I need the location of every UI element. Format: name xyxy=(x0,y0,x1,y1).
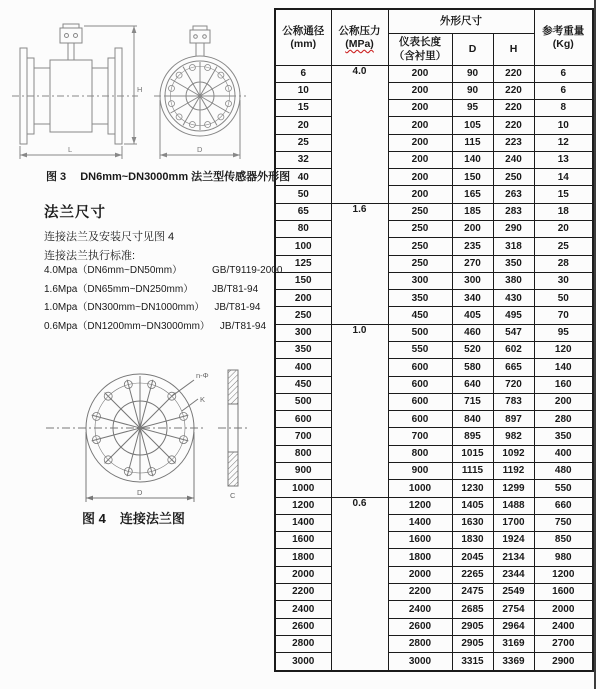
cell-weight: 2400 xyxy=(534,618,593,635)
cell-h: 1700 xyxy=(493,514,534,531)
cell-weight: 980 xyxy=(534,549,593,566)
cell-h: 350 xyxy=(493,255,534,272)
cell-weight: 2700 xyxy=(534,635,593,652)
cell-meter-length: 3000 xyxy=(388,653,452,671)
cell-d: 715 xyxy=(452,393,493,410)
cell-meter-length: 600 xyxy=(388,393,452,410)
cell-h: 1924 xyxy=(493,532,534,549)
header-meter-length: 仪表长度 （含衬里） xyxy=(388,33,452,65)
cell-meter-length: 1600 xyxy=(388,532,452,549)
table-row xyxy=(275,324,593,341)
cell-d: 1405 xyxy=(452,497,493,514)
cell-h: 430 xyxy=(493,290,534,307)
cell-pressure: 0.6 xyxy=(331,497,388,671)
cell-diameter: 1200 xyxy=(275,497,331,514)
flange-note-line1: 连接法兰及安装尺寸见图 4 xyxy=(44,231,175,243)
connection-flange-drawing-icon xyxy=(28,352,268,504)
cell-d: 235 xyxy=(452,238,493,255)
cell-meter-length: 2600 xyxy=(388,618,452,635)
table-row xyxy=(275,255,593,272)
header-h: H xyxy=(493,33,534,65)
cell-diameter: 600 xyxy=(275,411,331,428)
cell-weight: 660 xyxy=(534,497,593,514)
cell-weight: 6 xyxy=(534,65,593,82)
sensor-outline-drawing-icon xyxy=(4,8,268,164)
cell-diameter: 1800 xyxy=(275,549,331,566)
header-pressure: 公称压力 (MPa) xyxy=(331,9,388,65)
fig4-dim-d-label: D xyxy=(137,488,143,497)
cell-diameter: 25 xyxy=(275,134,331,151)
cell-h: 547 xyxy=(493,324,534,341)
cell-meter-length: 2200 xyxy=(388,583,452,600)
cell-d: 520 xyxy=(452,342,493,359)
cell-diameter: 32 xyxy=(275,151,331,168)
cell-d: 90 xyxy=(452,82,493,99)
cell-weight: 12 xyxy=(534,134,593,151)
cell-h: 1192 xyxy=(493,462,534,479)
cell-diameter: 125 xyxy=(275,255,331,272)
cell-diameter: 500 xyxy=(275,393,331,410)
cell-meter-length: 200 xyxy=(388,117,452,134)
cell-diameter: 20 xyxy=(275,117,331,134)
cell-d: 2265 xyxy=(452,566,493,583)
cell-diameter: 50 xyxy=(275,186,331,203)
cell-weight: 480 xyxy=(534,462,593,479)
cell-d: 460 xyxy=(452,324,493,341)
table-row xyxy=(275,186,593,203)
cell-diameter: 65 xyxy=(275,203,331,220)
cell-diameter: 2000 xyxy=(275,566,331,583)
table-row xyxy=(275,445,593,462)
cell-meter-length: 350 xyxy=(388,290,452,307)
cell-weight: 750 xyxy=(534,514,593,531)
cell-h: 783 xyxy=(493,393,534,410)
table-row xyxy=(275,618,593,635)
cell-meter-length: 250 xyxy=(388,203,452,220)
cell-diameter: 2200 xyxy=(275,583,331,600)
cell-d: 300 xyxy=(452,272,493,289)
cell-d: 640 xyxy=(452,376,493,393)
cell-meter-length: 200 xyxy=(388,134,452,151)
table-row xyxy=(275,221,593,238)
cell-weight: 2900 xyxy=(534,653,593,671)
cell-d: 2475 xyxy=(452,583,493,600)
cell-h: 1488 xyxy=(493,497,534,514)
cell-h: 982 xyxy=(493,428,534,445)
cell-meter-length: 500 xyxy=(388,324,452,341)
cell-d: 340 xyxy=(452,290,493,307)
cell-d: 1015 xyxy=(452,445,493,462)
cell-d: 105 xyxy=(452,117,493,134)
table-row xyxy=(275,376,593,393)
table-row xyxy=(275,480,593,497)
cell-weight: 400 xyxy=(534,445,593,462)
cell-diameter: 900 xyxy=(275,462,331,479)
cell-meter-length: 1400 xyxy=(388,514,452,531)
cell-h: 602 xyxy=(493,342,534,359)
cell-meter-length: 250 xyxy=(388,238,452,255)
cell-d: 1830 xyxy=(452,532,493,549)
standard-item: 1.0Mpa（DN300mm~DN1000mm） JB/T81-94 xyxy=(44,302,261,313)
table-row xyxy=(275,151,593,168)
table-row xyxy=(275,532,593,549)
cell-h: 2754 xyxy=(493,601,534,618)
cell-h: 220 xyxy=(493,82,534,99)
table-row xyxy=(275,342,593,359)
table-row xyxy=(275,65,593,82)
cell-d: 1630 xyxy=(452,514,493,531)
table-row xyxy=(275,82,593,99)
table-row xyxy=(275,601,593,618)
cell-h: 720 xyxy=(493,376,534,393)
cell-meter-length: 200 xyxy=(388,100,452,117)
cell-d: 140 xyxy=(452,151,493,168)
cell-h: 223 xyxy=(493,134,534,151)
cell-d: 2905 xyxy=(452,618,493,635)
fig4-k-label: K xyxy=(200,395,206,404)
table-row xyxy=(275,566,593,583)
flange-note-line2: 连接法兰执行标准: xyxy=(44,250,136,262)
table-row xyxy=(275,134,593,151)
table-row xyxy=(275,428,593,445)
standard-item: 4.0Mpa（DN6mm~DN50mm） GB/T9119-2000 xyxy=(44,265,283,276)
cell-meter-length: 600 xyxy=(388,359,452,376)
table-row xyxy=(275,393,593,410)
figure4-caption: 图 4 连接法兰图 xyxy=(82,511,185,526)
cell-weight: 2000 xyxy=(534,601,593,618)
cell-d: 200 xyxy=(452,221,493,238)
cell-meter-length: 250 xyxy=(388,221,452,238)
cell-d: 270 xyxy=(452,255,493,272)
cell-meter-length: 200 xyxy=(388,82,452,99)
cell-weight: 30 xyxy=(534,272,593,289)
header-weight: 参考重量 (Kg) xyxy=(534,9,593,65)
cell-weight: 14 xyxy=(534,169,593,186)
cell-meter-length: 2000 xyxy=(388,566,452,583)
cell-meter-length: 1200 xyxy=(388,497,452,514)
cell-diameter: 1400 xyxy=(275,514,331,531)
header-d: D xyxy=(452,33,493,65)
cell-h: 3169 xyxy=(493,635,534,652)
table-row xyxy=(275,169,593,186)
cell-meter-length: 2800 xyxy=(388,635,452,652)
cell-diameter: 1000 xyxy=(275,480,331,497)
cell-diameter: 3000 xyxy=(275,653,331,671)
cell-meter-length: 450 xyxy=(388,307,452,324)
cell-weight: 8 xyxy=(534,100,593,117)
cell-h: 240 xyxy=(493,151,534,168)
cell-weight: 10 xyxy=(534,117,593,134)
cell-d: 90 xyxy=(452,65,493,82)
cell-h: 495 xyxy=(493,307,534,324)
fig4-dim-c-label: C xyxy=(230,491,236,500)
table-row xyxy=(275,583,593,600)
cell-weight: 120 xyxy=(534,342,593,359)
cell-d: 895 xyxy=(452,428,493,445)
table-row xyxy=(275,272,593,289)
cell-weight: 70 xyxy=(534,307,593,324)
cell-d: 405 xyxy=(452,307,493,324)
table-row xyxy=(275,238,593,255)
cell-d: 580 xyxy=(452,359,493,376)
cell-meter-length: 1000 xyxy=(388,480,452,497)
cell-h: 220 xyxy=(493,100,534,117)
fig3-dim-d-label: D xyxy=(197,145,203,154)
cell-h: 250 xyxy=(493,169,534,186)
cell-h: 2134 xyxy=(493,549,534,566)
cell-h: 897 xyxy=(493,411,534,428)
cell-weight: 25 xyxy=(534,238,593,255)
cell-weight: 1200 xyxy=(534,566,593,583)
cell-meter-length: 200 xyxy=(388,65,452,82)
cell-h: 3369 xyxy=(493,653,534,671)
cell-diameter: 80 xyxy=(275,221,331,238)
cell-diameter: 450 xyxy=(275,376,331,393)
cell-d: 150 xyxy=(452,169,493,186)
cell-weight: 50 xyxy=(534,290,593,307)
cell-weight: 200 xyxy=(534,393,593,410)
cell-h: 1092 xyxy=(493,445,534,462)
cell-diameter: 800 xyxy=(275,445,331,462)
cell-diameter: 2400 xyxy=(275,601,331,618)
flange-spec-table xyxy=(274,8,594,672)
cell-weight: 140 xyxy=(534,359,593,376)
cell-h: 380 xyxy=(493,272,534,289)
cell-h: 283 xyxy=(493,203,534,220)
cell-meter-length: 800 xyxy=(388,445,452,462)
cell-diameter: 200 xyxy=(275,290,331,307)
flange-standards-list xyxy=(44,262,282,336)
cell-weight: 15 xyxy=(534,186,593,203)
header-outline-dims: 外形尺寸 xyxy=(388,9,534,33)
cell-diameter: 10 xyxy=(275,82,331,99)
fig3-dim-h-label: H xyxy=(137,85,143,94)
table-body xyxy=(275,65,593,671)
table-row xyxy=(275,653,593,671)
cell-h: 1299 xyxy=(493,480,534,497)
cell-meter-length: 700 xyxy=(388,428,452,445)
cell-meter-length: 1800 xyxy=(388,549,452,566)
cell-d: 2685 xyxy=(452,601,493,618)
cell-diameter: 40 xyxy=(275,169,331,186)
cell-weight: 1600 xyxy=(534,583,593,600)
table-row xyxy=(275,514,593,531)
table-row xyxy=(275,203,593,220)
cell-meter-length: 200 xyxy=(388,169,452,186)
cell-weight: 13 xyxy=(534,151,593,168)
cell-meter-length: 250 xyxy=(388,255,452,272)
cell-diameter: 400 xyxy=(275,359,331,376)
cell-meter-length: 600 xyxy=(388,411,452,428)
table-row xyxy=(275,411,593,428)
cell-diameter: 6 xyxy=(275,65,331,82)
cell-meter-length: 550 xyxy=(388,342,452,359)
cell-d: 840 xyxy=(452,411,493,428)
cell-weight: 850 xyxy=(534,532,593,549)
cell-h: 290 xyxy=(493,221,534,238)
cell-d: 2045 xyxy=(452,549,493,566)
cell-diameter: 350 xyxy=(275,342,331,359)
cell-weight: 280 xyxy=(534,411,593,428)
cell-weight: 95 xyxy=(534,324,593,341)
cell-meter-length: 200 xyxy=(388,151,452,168)
cell-d: 185 xyxy=(452,203,493,220)
cell-d: 2905 xyxy=(452,635,493,652)
cell-meter-length: 600 xyxy=(388,376,452,393)
cell-d: 3315 xyxy=(452,653,493,671)
cell-diameter: 1600 xyxy=(275,532,331,549)
flange-size-heading: 法兰尺寸 xyxy=(44,205,106,221)
fig3-dim-l-label: L xyxy=(68,145,73,154)
cell-pressure: 1.0 xyxy=(331,324,388,497)
cell-weight: 28 xyxy=(534,255,593,272)
cell-meter-length: 300 xyxy=(388,272,452,289)
cell-weight: 20 xyxy=(534,221,593,238)
standard-item: 0.6Mpa（DN1200mm~DN3000mm） JB/T81-94 xyxy=(44,320,267,332)
cell-weight: 18 xyxy=(534,203,593,220)
cell-weight: 6 xyxy=(534,82,593,99)
cell-weight: 160 xyxy=(534,376,593,393)
cell-diameter: 2600 xyxy=(275,618,331,635)
cell-h: 2344 xyxy=(493,566,534,583)
fig4-bolt-label: n-Φ xyxy=(196,371,209,380)
cell-d: 115 xyxy=(452,134,493,151)
table-row xyxy=(275,635,593,652)
table-row xyxy=(275,117,593,134)
cell-h: 220 xyxy=(493,117,534,134)
cell-d: 1115 xyxy=(452,462,493,479)
figure3-caption: 图 3 DN6mm~DN3000mm 法兰型传感器外形图 xyxy=(46,171,291,183)
table-row xyxy=(275,100,593,117)
cell-diameter: 300 xyxy=(275,324,331,341)
standard-item: 1.6Mpa（DN65mm~DN250mm） JB/T81-94 xyxy=(44,283,259,295)
table-row xyxy=(275,359,593,376)
cell-meter-length: 900 xyxy=(388,462,452,479)
cell-d: 1230 xyxy=(452,480,493,497)
cell-pressure: 4.0 xyxy=(331,65,388,203)
cell-h: 2964 xyxy=(493,618,534,635)
table-row xyxy=(275,307,593,324)
cell-d: 165 xyxy=(452,186,493,203)
cell-diameter: 250 xyxy=(275,307,331,324)
cell-weight: 550 xyxy=(534,480,593,497)
cell-h: 263 xyxy=(493,186,534,203)
cell-diameter: 700 xyxy=(275,428,331,445)
cell-diameter: 15 xyxy=(275,100,331,117)
table-row xyxy=(275,549,593,566)
cell-diameter: 100 xyxy=(275,238,331,255)
cell-pressure: 1.6 xyxy=(331,203,388,324)
cell-diameter: 150 xyxy=(275,272,331,289)
header-diameter: 公称通径 (mm) xyxy=(275,9,331,65)
cell-h: 665 xyxy=(493,359,534,376)
table-row xyxy=(275,497,593,514)
table-row xyxy=(275,290,593,307)
page-right-border xyxy=(594,0,596,689)
cell-h: 318 xyxy=(493,238,534,255)
table-row xyxy=(275,462,593,479)
cell-h: 2549 xyxy=(493,583,534,600)
cell-d: 95 xyxy=(452,100,493,117)
cell-meter-length: 200 xyxy=(388,186,452,203)
cell-diameter: 2800 xyxy=(275,635,331,652)
cell-h: 220 xyxy=(493,65,534,82)
cell-weight: 350 xyxy=(534,428,593,445)
cell-meter-length: 2400 xyxy=(388,601,452,618)
